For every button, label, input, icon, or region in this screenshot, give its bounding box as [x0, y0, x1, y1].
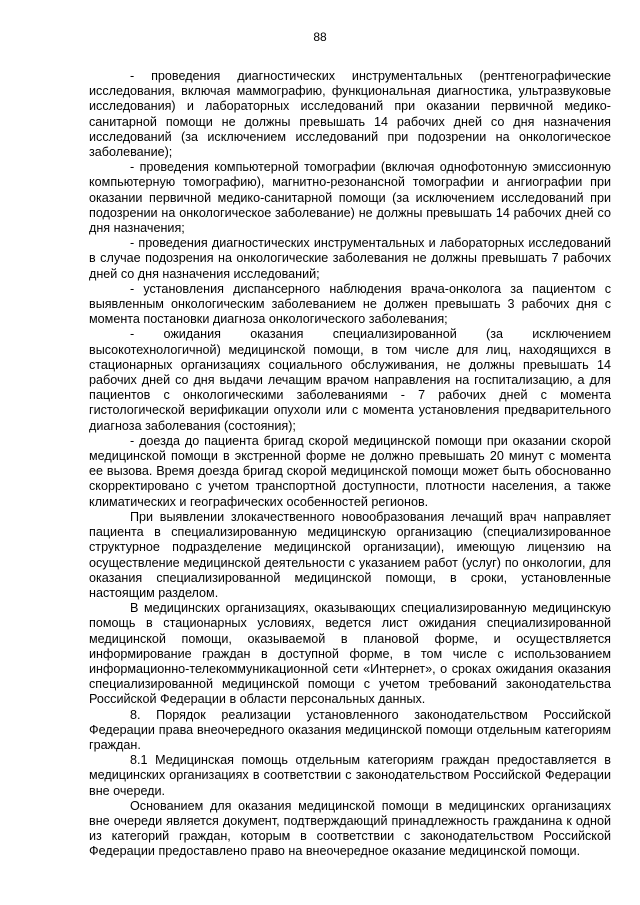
paragraph-ambulance-arrival: - доезда до пациента бригад скорой медицинской помощи при оказании скорой медицинской помощи в экстренной форме не должно превышать 20 минут с момента ее вызова. Время доезда бригад скорой медицинской помощи может быть обоснованно скорректировано с учетом транспортной доступности, плотности населения, а также климатических и географических особенностей регионов. [89, 433, 611, 509]
paragraph-oncology-tests-deadline: - проведения диагностических инструментальных и лабораторных исследований в случае подозрения на онкологические заболевания не должны превышать 7 рабочих дней со дня назначения исследований; [89, 236, 611, 281]
document-body [89, 69, 611, 860]
paragraph-priority-basis: Основанием для оказания медицинской помощи в медицинских организациях вне очереди является документ, подтверждающий принадлежность гражданина к одной из категорий граждан, которым в соответствии с законодательством Российской Федерации предоставлено право на внеочередное оказание медицинской помощи. [89, 798, 611, 859]
section-heading-8: 8. Порядок реализации установленного законодательством Российской Федерации права внеочередного оказания медицинской помощи отдельным категориям граждан. [89, 707, 611, 752]
paragraph-oncologist-observation: - установления диспансерного наблюдения врача-онколога за пациентом с выявленным онкологическим заболеванием не должен превышать 3 рабочих дня с момента постановки диагноза онкологического заболевания; [89, 281, 611, 327]
paragraph-malignancy-referral: При выявлении злокачественного новообразования лечащий врач направляет пациента в специализированную медицинскую организацию (специализированное структурное подразделение медицинской организации), имеющую лицензию на осуществление медицинской деятельности с указанием работ (услуг) по онкологии, для оказания специализированной медицинской помощи, в сроки, установленные настоящим разделом. [89, 509, 611, 600]
paragraph-8-1: 8.1 Медицинская помощь отдельным категориям граждан предоставляется в медицинских организациях в соответствии с законодательством Российской Федерации вне очереди. [89, 753, 611, 798]
paragraph-ct-mri-deadline: - проведения компьютерной томографии (включая однофотонную эмиссионную компьютерную томографию), магнитно-резонансной томографии и ангиографии при оказании первичной медико-санитарной помощи (за исключением исследований при подозрении на онкологическое заболевание) не должны превышать 14 рабочих дней со дня назначения; [89, 160, 611, 236]
paragraph-lab-tests-deadline: - проведения диагностических инструментальных (рентгенографические исследования, включая маммографию, функциональная диагностика, ультразвуковые исследования) и лабораторных исследований при оказании первичной медико-санитарной помощи не должны превышать 14 рабочих дней со дня назначения исследований (за исключением исследований при подозрении на онкологическое заболевание); [89, 69, 611, 160]
paragraph-specialized-care-waiting: - ожидания оказания специализированной (за исключением высокотехнологичной) медицинской помощи, в том числе для лиц, находящихся в стационарных организациях социального обслуживания, не должны превышать 14 рабочих дней со дня выдачи лечащим врачом направления на госпитализацию, а для пациентов с онкологическими заболеваниями - 7 рабочих дней с момента гистологической верификации опухоли или с момента установления предварительного диагноза заболевания (состояния); [89, 327, 611, 433]
paragraph-waiting-list: В медицинских организациях, оказывающих специализированную медицинскую помощь в стационарных условиях, ведется лист ожидания специализированной медицинской помощи, оказываемой в плановой форме, и осуществляется информирование граждан в доступной форме, в том числе с использованием информационно-телекоммуникационной сети «Интернет», о сроках ожидания оказания специализированной медицинской помощи с учетом требований законодательства Российской Федерации в области персональных данных. [89, 601, 611, 707]
page-number: 88 [313, 30, 327, 44]
